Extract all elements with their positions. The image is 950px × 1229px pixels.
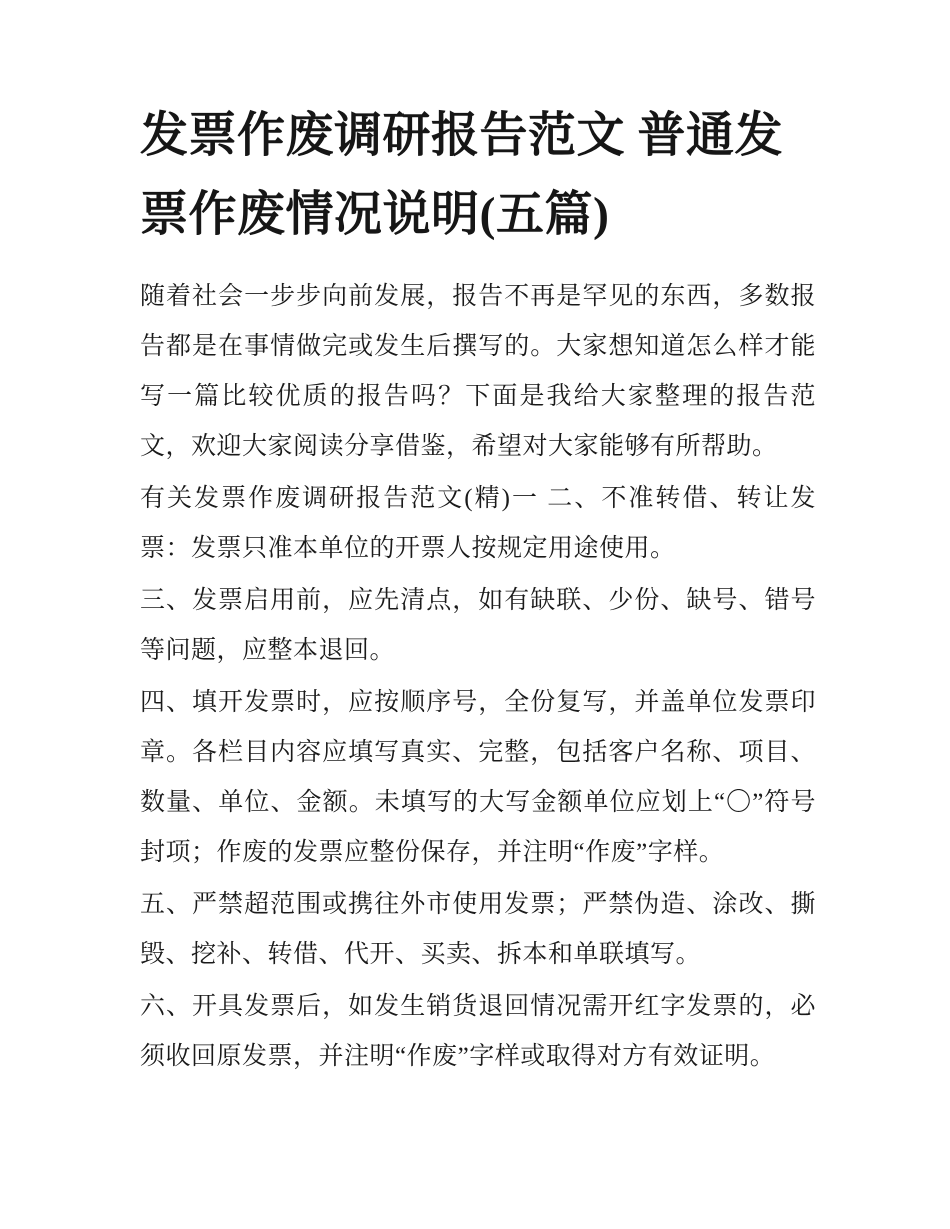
- paragraph-section-3: 三、发票启用前，应先清点，如有缺联、少份、缺号、错号等问题，应整本退回。: [140, 587, 816, 664]
- paragraph-section-5: 五、严禁超范围或携往外市使用发票；严禁伪造、涂改、撕毁、挖补、转借、代开、买卖、拆本和单联填写。: [140, 891, 816, 968]
- document-page: [140, 96, 816, 1084]
- document-title: 发票作废调研报告范文 普通发票作废情况说明(五篇): [140, 109, 784, 241]
- paragraph-section-6: 六、开具发票后，如发生销货退回情况需开红字发票的，必须收回原发票，并注明“作废”字样或取得对方有效证明。: [140, 993, 816, 1070]
- paragraph-intro: 随着社会一步步向前发展，报告不再是罕见的东西，多数报告都是在事情做完或发生后撰写的。大家想知道怎么样才能写一篇比较优质的报告吗？下面是我给大家整理的报告范文，欢迎大家阅读分享借鉴，希望对大家能够有所帮助。: [140, 283, 816, 460]
- paragraph-section-2: 有关发票作废调研报告范文(精)一 二、不准转借、转让发票：发票只准本单位的开票人按规定用途使用。: [140, 485, 816, 562]
- paragraph-section-4: 四、填开发票时，应按顺序号，全份复写，并盖单位发票印章。各栏目内容应填写真实、完整，包括客户名称、项目、数量、单位、金额。未填写的大写金额单位应划上“〇”符号封项；作废的发票应整份保存，并注明“作废”字样。: [140, 689, 816, 866]
